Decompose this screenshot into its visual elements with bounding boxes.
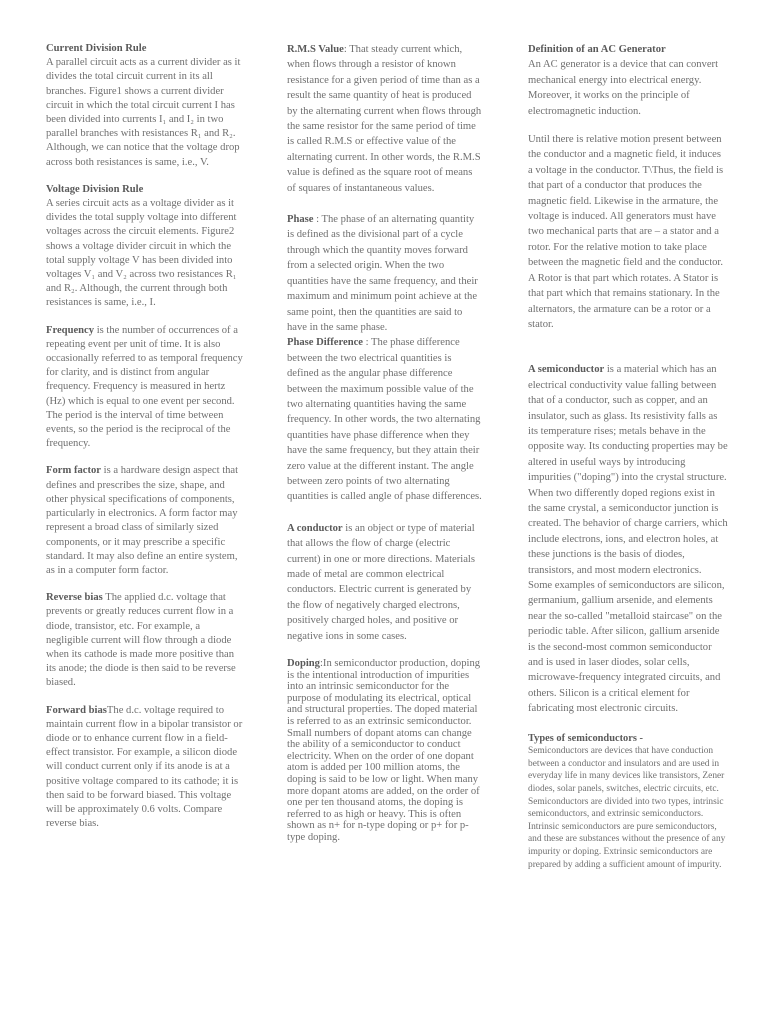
section-frequency — [46, 324, 244, 452]
column-right — [528, 42, 728, 884]
section-term: Phase — [287, 214, 314, 226]
section-term: Reverse bias — [46, 592, 103, 604]
section-reverse-bias — [46, 591, 244, 690]
section-doping — [287, 658, 483, 844]
section-body: is a material which has an electrical conductivity value falling between that of a conductor, such as copper, and an insulator, such as glass. Its resistivity falls as its temperature rises; metals behave in the opposite way. Its conducting properties may be altered in useful ways by introducing impurities ("doping") into the crystal structure. When two differently doped regions exist in the same crystal, a semiconductor junction is created. The behavior of charge carriers, which include electrons, ions, and electron holes, at these junctions is the basis of diodes, transistors, and most modern electronics. Some examples of semiconductors are silicon, germanium, gallium arsenide, and elements near the so-called "metalloid staircase" on the periodic table. After silicon, gallium arsenide is the second-most common semiconductor and is used in laser diodes, solar cells, microwave-frequency integrated circuits, and others. Silicon is a critical element for fabricating most electronic circuits. — [528, 364, 728, 715]
section-term: A conductor — [287, 522, 343, 534]
section-conductor — [287, 521, 483, 644]
section-body: is a hardware design aspect that defines and prescribes the size, shape, and other physical specifications of components, particularly in electronics. A form factor may represent a broad class of similarly sized components, or it may prescribe a specific standard. It may also define an entire system, as in a computer form factor. — [46, 465, 239, 576]
section-body: : The phase difference between the two electrical quantities is defined as the angular phase difference between the maximum possible value of the two alternating quantities having the same frequency. In other words, the two alternating quantities have phase difference when they have the same frequency, but they attain their zero value at the different instant. The angle between zero points of two alternating quantities is called angle of phase differences. — [287, 337, 482, 503]
section-phase — [287, 212, 483, 335]
section-body: A parallel circuit acts as a current divider as it divides the total circuit current in its all branches. Figure1 shows a current divider circuit in which the total circuit current I has been divided into currents I₁ and I₂ in two parallel branches with resistances R₁ and R₂. Although, we can notice that the voltage drop across both resistances is same, i.e., V. — [46, 57, 241, 168]
section-body: : The phase of an alternating quantity is defined as the divisional part of a cycle through which the quantity moves forward from a selected origin. When the two quantities have the same frequency, and their maximum and minimum point achieve at the same point, then the quantities are said to have in the same phase. — [287, 214, 478, 333]
section-term: R.M.S Value — [287, 44, 344, 55]
section-body: The d.c. voltage required to maintain current flow in a bipolar transistor or diode or to enhance current flow in a field-effect transistor. For example, a silicon diode will conduct current only if its anode is at a positive voltage compared to its cathode; it is then said to be forward biased. This voltage will be approximately 0.6 volts. Compare reverse bias. — [46, 704, 243, 830]
section-phase-difference — [287, 335, 483, 504]
section-term: Phase Difference — [287, 337, 363, 349]
section-term: Form factor — [46, 465, 101, 477]
section-term: A semiconductor — [528, 364, 605, 376]
section-voltage-division — [46, 183, 244, 311]
section-body: An AC generator is a device that can convert mechanical energy into electrical energy. Moreover, it works on the principle of electromagnetic induction. — [528, 59, 719, 117]
section-relative-motion — [528, 132, 728, 332]
section-body: is the number of occurrences of a repeating event per unit of time. It is also occasionally referred to as temporal frequency for clarity, and is distinct from angular frequency. Frequency is measured in hertz (Hz) which is equal to one event per second. The period is the interval of time between events, so the period is the reciprocal of the frequency. — [46, 324, 243, 450]
section-term: Forward bias — [46, 704, 107, 716]
section-body: A series circuit acts as a voltage divider as it divides the total supply voltage into different voltages across the circuit elements. Figure2 shows a voltage divider circuit in which the total supply voltage V has been divided into voltages V₁ and V₂ across two resistances R₁ and R₂. Although, the current through both resistances is same, i.e., I. — [46, 198, 237, 309]
section-body: : That steady current which, when flows through a resistor of known resistance for a given period of time than as a result the same quantity of heat is produced by the alternating current when flows through the same resistor for the same period of time is called R.M.S or effective value of the alternating current. In other words, the R.M.S value is defined as the square root of means of squares of instantaneous values. — [287, 44, 482, 194]
section-body: is an object or type of material that allows the flow of charge (electric current) in one or more directions. Materials made of metal are common electrical conductors. Electric current is generated by the flow of negatively charged electrons, positively charged holes, and positive or negative ions in some cases. — [287, 522, 475, 642]
column-middle — [287, 42, 483, 857]
section-types-of-semiconductors — [528, 733, 728, 872]
section-semiconductor — [528, 362, 728, 716]
section-forward-bias — [46, 704, 244, 832]
column-left — [46, 42, 244, 844]
section-ac-generator — [528, 42, 728, 119]
section-title: Definition of an AC Generator — [528, 44, 666, 55]
section-form-factor — [46, 464, 244, 578]
section-rms-value — [287, 42, 483, 196]
section-body: Until there is relative motion present between the conductor and a magnetic field, it induces a voltage in the conductor. T\Thus, the field is that part of a conductor that produces the magnetic field. Likewise in the armature, the voltage is induced. All generators must have two mechanical parts that are – a stator and a rotor. For the relative motion to take place between the magnetic field and the conductor. A Rotor is that part which rotates. A Stator is that part which that remains stationary. In the alternators, the armature can be a rotor or a stator. — [528, 134, 724, 330]
section-body: :In semiconductor production, doping is the intentional introduction of impurities into an intrinsic semiconductor for the purpose of modulating its electrical, optical and structural properties. The doped material is referred to as an extrinsic semiconductor. Small numbers of dopant atoms can change the ability of a semiconductor to conduct electricity. When on the order of one dopant atom is added per 100 million atoms, the doping is said to be low or light. When many more dopant atoms are added, on the order of one per ten thousand atoms, the doping is referred to as high or heavy. This is often shown as n+ for n-type doping or p+ for p-type doping. — [287, 658, 481, 843]
section-body: The applied d.c. voltage that prevents or greatly reduces current flow in a diode, transistor, etc. For example, a negligible current will flow through a diode when its cathode is made more positive than its anode; the diode is then said to be reverse biased. — [46, 592, 236, 689]
section-title: Current Division Rule — [46, 43, 147, 54]
section-term: Frequency — [46, 324, 95, 336]
section-current-division — [46, 42, 244, 170]
section-body: Semiconductors are devices that have conduction between a conductor and insulators and are used in everyday life in many devices like transistors, Zener diodes, solar panels, switches, electric circuits, etc. Semiconductors are divided into two types, intrinsic semiconductors, and extrinsic semiconductors. Intrinsic semiconductors are pure semiconductors, and these are substances without the presence of any impurity or doping. Extrinsic semiconductors are prepared by adding a sufficient amount of impurity. — [528, 746, 726, 870]
section-title: Types of semiconductors - — [528, 732, 643, 744]
section-term: Doping — [287, 658, 320, 670]
section-title: Voltage Division Rule — [46, 183, 144, 195]
